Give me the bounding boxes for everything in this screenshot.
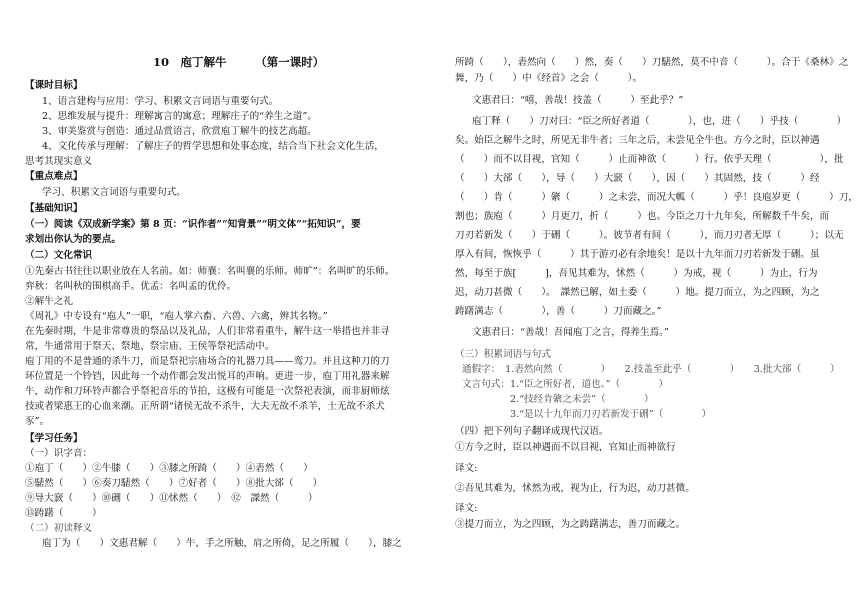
culture-line: 庖丁用的不是普通的杀牛刀，而是祭祀宗庙场合的礼器刀具——鸾刀。并且这种刀的刀 xyxy=(25,356,390,367)
text-line: 踌躇满志（ ），善（ ）刀而藏之。” xyxy=(455,306,662,317)
culture-line: ②解牛之礼 xyxy=(25,296,73,307)
phonetic-line: ⑨导大窾（ ）⑩硎（ ）⑪怵然（ ） ⑫ 謋然（ ） xyxy=(25,493,318,504)
phonetic-line: ①庖丁（ ）②牛膝（ ）③膝之所踦（ ）④砉然（ ） xyxy=(25,463,313,474)
culture-line: 弈秋：名叫秋的围棋高手。优孟：名叫孟的优伶。 xyxy=(25,281,237,292)
goal-item: 3、审美鉴赏与创造：通过品赏语言，欣赏庖丁解牛的技艺高超。 xyxy=(42,126,317,137)
text-line: 文惠君曰：“嘻，善哉！技盖（ ）至此乎？” xyxy=(472,95,684,106)
translate-question: ①方今之时，臣以神遇而不以目视，官知止而神欲行 xyxy=(455,442,676,453)
vocab-line: 通假字： 1.砉然向然（ ） 2.技盖至此乎（ ） 3.批大郤（ ） xyxy=(462,364,840,375)
phonetic-heading: （一）识字音： xyxy=(25,448,93,459)
translate-answer-label: 译文: xyxy=(455,503,478,514)
text-line: 矣。始臣之解牛之时，所见无非牛者；三年之后，未尝见全牛也。方今之时，臣以神遇 xyxy=(455,135,820,146)
vocab-heading: （三）积累词语与句式 xyxy=(455,349,551,360)
culture-line: 牛，动作和刀环铃声都合乎祭祀音乐的节拍，这极有可能是一次祭祀表演，而非厨师炫 xyxy=(25,386,390,397)
gloss-line: 庖丁为（ ）文惠君解（ ）牛，手之所触，肩之所倚，足之所履（ ），膝之 xyxy=(42,538,402,549)
culture-line: 在先秦时期，牛是非常尊贵的祭品以及礼品，人们非常看重牛，解牛这一举措也并非寻 xyxy=(25,326,390,337)
vocab-line: 文言句式：1.“臣之所好者，道也。”（ ） xyxy=(462,379,669,390)
translate-heading: （四）把下列句子翻译成现代汉语。 xyxy=(455,426,609,437)
text-line: （ ）而不以目视，官知（ ）止而神欲（ ）行。依乎天理（ ），批 xyxy=(455,154,844,165)
text-line: 迟，动刀甚微（ ）。 謋然已解，如土委（ ）地。提刀而立，为之四顾，为之 xyxy=(455,287,820,298)
phonetic-line: ⑬踌躇（ ） xyxy=(25,508,102,519)
translate-question: ②吾见其难为，怵然为戒，视为止，行为迟，动刀甚微。 xyxy=(455,483,695,494)
culture-line: ①先秦古书往往以职业放在人名前。如：师襄：名叫襄的乐师。师旷”：名叫旷的乐师。 xyxy=(25,266,395,277)
culture-heading: （二）文化常识 xyxy=(25,250,93,261)
goal-item: 4、文化传承与理解：了解庄子的哲学思想和处事态度，结合当下社会文化生活， xyxy=(42,141,384,152)
text-line: 文惠君曰：“善哉！吾闻庖丁之言，得养生焉。” xyxy=(472,327,669,338)
phonetic-line: ⑤騞然（ ）⑥奏刀騞然（ ）⑦好者（ ）⑧批大郤（ ） xyxy=(25,478,323,489)
culture-line: 豕”。 xyxy=(25,416,50,427)
text-line: （ ）肯（ ）綮（ ）之未尝，而况大軱（ ）乎！良庖岁更（ ）刀， xyxy=(455,192,858,203)
key-heading: 【重点难点】 xyxy=(25,171,83,182)
text-line: 所踦（ ），砉然向（ ）然，奏（ ）刀騞然，莫不中音（ ）。合于《桑林》之 xyxy=(455,57,849,68)
translate-question: ③提刀而立，为之四顾，为之踌躇满志，善刀而藏之。 xyxy=(455,519,686,530)
goals-heading: 【课时目标】 xyxy=(25,80,83,91)
text-line: 厚入有间，恢恢乎（ ）其于游刃必有余地矣！是以十九年而刀刃若新发于硎。虽 xyxy=(455,249,820,260)
culture-line: 环位置是一个铃铛，因此每一个动作都会发出悦耳的声响。更进一步，庖丁用礼器来解 xyxy=(25,371,390,382)
task-heading: 【学习任务】 xyxy=(25,433,83,444)
culture-line: 技或者梁惠王的心血来潮。正所谓“诸侯无故不杀牛，大夫无故不杀羊，士无故不杀犬 xyxy=(25,401,385,412)
vocab-line: 3.“是以十九年而刀刃若新发于硎”（ ） xyxy=(462,409,712,420)
read-instruction-cont: 求划出你认为的要点。 xyxy=(25,234,121,245)
gloss-heading: （二）初读释义 xyxy=(25,523,93,534)
text-line: 舞，乃（ ）中《经首》之会（ ）。 xyxy=(455,73,643,84)
culture-line: 常，牛通常用于祭天、祭地、祭宗庙、王侯等祭祀活动中。 xyxy=(25,341,275,352)
lesson-title: 10 庖丁解牛 （第一课时） xyxy=(153,55,325,69)
text-line: 割也；族庖（ ）月更刀，折（ ）也。今臣之刀十九年矣，所解数千牛矣，而 xyxy=(455,211,830,222)
text-line: 刀刃若新发（ ）于硎（ ）。彼节者有间（ ），而刀刃者无厚（ ）；以无 xyxy=(455,230,844,241)
text-line: 庖丁释（ ）刀对曰：“臣之所好者道（ ），也，进（ ）乎技（ ） xyxy=(472,116,847,127)
text-line: 然，每至于族[ ]，吾见其难为，怵然（ ）为戒，视（ ）为止，行为 xyxy=(455,268,818,279)
goal-item: 思考其现实意义 xyxy=(25,156,93,167)
translate-answer-label: 译文: xyxy=(455,463,478,474)
culture-line: 《周礼》中专设有“庖人”一职，“庖人掌六畜、六兽、六禽，辨其名物。” xyxy=(25,311,328,322)
key-text: 学习、积累文言词语与重要句式。 xyxy=(42,187,186,198)
goal-item: 1、语言建构与应用：学习、积累文言词语与重要句式。 xyxy=(42,96,279,107)
vocab-line: 2.“技经肯綮之未尝”（ ） xyxy=(462,394,654,405)
text-line: （ ）大郤（ ），导（ ）大窾（ ），因（ ）其固然，技（ ）经 xyxy=(455,173,820,184)
basic-heading: 【基础知识】 xyxy=(25,203,83,214)
goal-item: 2、思维发展与提升：理解寓言的寓意；理解庄子的“养生之道”。 xyxy=(42,111,317,122)
read-instruction: （一）阅读《双成新学案》第 8 页：“识作者”“知背景”“明文体”“拓知识”，要 xyxy=(25,219,361,230)
